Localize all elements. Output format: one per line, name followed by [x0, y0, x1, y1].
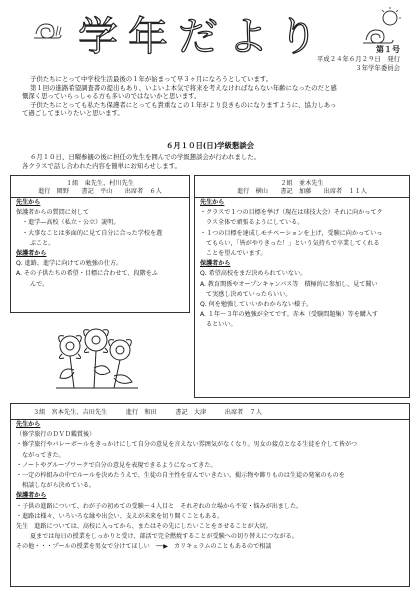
- class1-line: 保護者から: [16, 250, 47, 258]
- class1-body: [11, 198, 189, 290]
- intro-line: 慨深く思っていらっしゃる方も多いのではないかと思います。: [22, 92, 201, 101]
- intro-line: 子供たちにとっても私たち保護者にとっても貴重なこの１年がより良きものになりますように、協力しあっ: [30, 100, 337, 109]
- class2-line: Q. 何を勉強していいかわからない様子。: [200, 301, 313, 309]
- class3-body: [11, 420, 409, 553]
- intro-line: て過ごしてまいりたいと思います。: [22, 109, 124, 118]
- class3-line: 先生 進路については、高校に入ってから、またはその先にしたいことをさせることが大切。: [16, 523, 272, 531]
- class2-header: ２組 並木先生: [280, 180, 324, 187]
- class2-line: ことを望んでいます。: [206, 250, 267, 258]
- class3-line: 先生から: [16, 421, 41, 428]
- snail-doodle-icon: [32, 14, 62, 42]
- class1-line: んで。: [30, 280, 49, 288]
- page-title-text: 学年だより: [78, 14, 322, 56]
- class2-line: ラス全体で頑張るようにしている。: [206, 219, 304, 227]
- class3-line: 相談しながら決めている。: [22, 482, 96, 490]
- class1-line: ぶこと。: [30, 239, 55, 247]
- issue-number: 第１号: [376, 45, 400, 54]
- class2-line: てもらい，「皆がやりきった！」という気持ちで卒業してくれる: [206, 239, 380, 247]
- class3-line: その他・・・プールの授業を男女で分けてほしい ──▶ カリキュラムのこともあるので相談: [16, 543, 272, 551]
- section-intro-line: ６月１０日、日曜参観の後に担任の先生を囲んでの学級懇談会が行われました。: [30, 153, 261, 161]
- class1-box: [10, 175, 190, 313]
- class2-line: 先生から: [200, 199, 225, 206]
- snail-sun-doodle-icon: [360, 6, 406, 48]
- class2-line: て実感し決めていったらいい。: [206, 290, 292, 298]
- class3-header: ３組 宮本先生、吉田先生 進行 和田 書記 大津 出席者 ７人: [11, 404, 409, 420]
- class1-line: Q. 進路、進学に向けての勉強の仕方。: [16, 260, 123, 268]
- class2-line: ・１つの目標を達成しモチベーションを上げ，受験に向かっていっ: [200, 229, 383, 237]
- flower-doodle-icon: [48, 326, 144, 392]
- page-title: [72, 14, 322, 56]
- class2-line: 保護者から: [200, 260, 231, 268]
- class1-staff: 進行 岡野 書記 平山 出席者 ６人: [11, 188, 189, 198]
- section-intro-line: 各クラスで話し合われた内容を簡単にお知らせします。: [22, 161, 181, 170]
- class3-line: （修学旅行のＤＶＤ鑑賞後）: [16, 431, 96, 439]
- class2-staff: 進行 横山 書記 加藤 出席者 １１人: [195, 188, 409, 198]
- class1-line: 先生から: [16, 199, 41, 206]
- class3-line: 夏までは毎日の授業をしっかりと受け、部活で完全燃焼することが受験への切り替えにつながる。: [30, 533, 298, 541]
- issue-date: 平成２４年６月２９日 発行: [316, 55, 400, 63]
- intro-text: [22, 75, 402, 118]
- class2-line: Q. 希望高校をまだ決められていない。: [200, 270, 307, 278]
- class1-line: ・大事なことは多面的に見て自分に合った学校を選: [22, 229, 163, 237]
- class1-line: A. その子供たちの希望・目標に合わせて、段階をふ: [16, 270, 158, 278]
- class3-line: ・修学旅行やバレーボールをきっかけにして自分の意見を言えない雰囲気がなくなり。男女の接点となる生徒を介して皆がつ: [16, 441, 358, 449]
- class3-line: ながってきた。: [22, 451, 65, 459]
- section-intro: [22, 153, 402, 170]
- intro-line: 子供たちにとって中学校生活最後の１年が始まって早３ヶ月になろうとしています。: [30, 75, 273, 83]
- committee-name: ３年学年委員会: [355, 64, 400, 72]
- section-title: ６月１０日(日)学級懇談会: [165, 141, 255, 150]
- class2-line: A. 教育関係やオープンキャンパス等 積極的に参加し、見て聞い: [200, 280, 378, 288]
- class3-line: ・一定の枠組みの中でルールを決めたうえで、生徒の自主性を育んでいきたい。掲示物や飾りものは生徒の発案のものを: [16, 472, 345, 480]
- class3-line: 保護者から: [16, 492, 47, 500]
- class1-header: １組 東先生，村川先生: [65, 180, 135, 187]
- intro-line: 第１回の進路希望調査書の提出もあり、いよいよ本気で将来を考えなければならない年齢になったのだと感: [30, 83, 337, 92]
- class3-line: ・子供の進路について、わが子の初めての受験～４人目と それぞれの立場から不安・悩みが出ました。: [16, 502, 303, 510]
- class2-line: るといい。: [206, 321, 237, 329]
- class2-line: ・クラスで１つの目標を挙げ（現在は球技大会）それに向かってク: [200, 209, 383, 217]
- class2-body: [195, 198, 409, 331]
- class3-line: ・ノートやグループワークで自分の意見を表現できるようになってきた。: [16, 461, 217, 469]
- class1-line: ・進学―高校（私立・公立）説明。: [22, 219, 120, 227]
- class3-box: [10, 403, 410, 587]
- class2-line: A. １年～３年の勉強が全てです。赤本（受験問題集）等を購入す: [200, 311, 379, 319]
- class3-line: ・進路は様々、いろいろな縁や出会い、支えが未来を切り開くこともある。: [16, 512, 224, 520]
- class1-line: 保護者からの質問に対して: [16, 209, 90, 217]
- class2-box: [194, 175, 410, 398]
